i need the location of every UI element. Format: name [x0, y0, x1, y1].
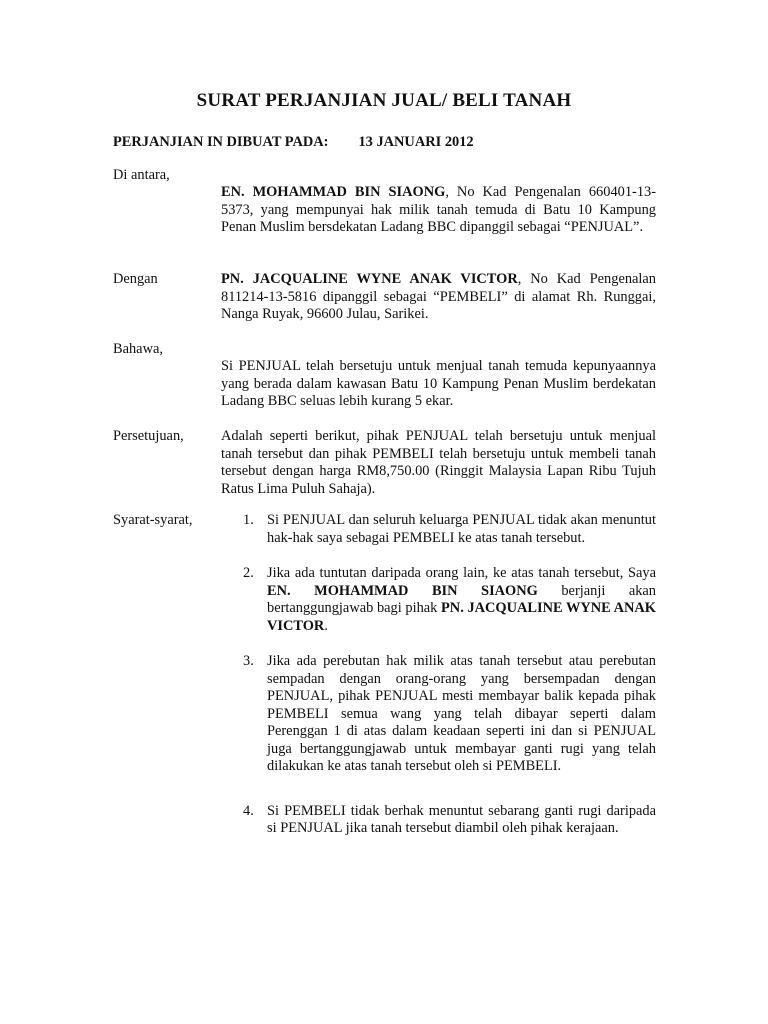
- label-bahawa: Bahawa,: [113, 341, 163, 357]
- clause-item: [221, 803, 656, 838]
- seller-name: EN. MOHAMMAD BIN SIAONG: [221, 184, 446, 200]
- clause-number: 3.: [243, 653, 254, 669]
- label-syarat-syarat: Syarat-syarat,: [113, 512, 193, 528]
- label-dengan: Dengan: [113, 271, 158, 287]
- clause-seller-name: EN. MOHAMMAD BIN SIAONG: [267, 582, 538, 599]
- seller-details: , No Kad Pengenalan 660401-13-5373, yang mempunyai hak milik tanah temuda di Batu 10 Kampung Penan Muslim bersdekatan Ladang BBC dipanggil sebagai “PENJUAL”.: [221, 184, 657, 235]
- clause-text: Jika ada perebutan hak milik atas tanah tersebut atau perebutan sempadan dengan orang-orang yang bersempadan dengan PENJUAL, pihak PENJUAL mesti membayar balik kepada pihak PEMBELI semua wang yang telah dibayar seperti dalam Perenggan 1 di atas dalam keadaan seperti ini dan si PENJUAL juga bertanggungjawab untuk membayar ganti rugi yang telah dilakukan ke atas tanah tersebut oleh si PEMBELI.: [267, 653, 656, 774]
- document-title: SURAT PERJANJIAN JUAL/ BELI TANAH: [196, 90, 572, 111]
- agreement-date-line: [113, 134, 474, 152]
- agreement-date-label: PERJANJIAN IN DIBUAT PADA:: [113, 134, 329, 150]
- clause-number: 2.: [243, 565, 254, 581]
- clause-text: Jika ada tuntutan daripada orang lain, ke atas tanah tersebut, Saya: [267, 565, 656, 581]
- persetujuan-paragraph: Adalah seperti berikut, pihak PENJUAL telah bersetuju untuk menjual tanah tersebut dan pihak PEMBELI telah bersetuju untuk membeli tanah tersebut dengan harga RM8,750.00 (Ringgit Malaysia Lapan Ribu Tujuh Ratus Lima Puluh Sahaja).: [221, 428, 656, 497]
- clause-text: berjanji akan bertanggungjawab bagi pihak: [267, 582, 657, 616]
- clause-number: 4.: [243, 802, 254, 819]
- clause-buyer-name: PN. JACQUALINE WYNE ANAK VICTOR: [267, 600, 656, 634]
- clause-number: 1.: [243, 512, 254, 528]
- buyer-name: PN. JACQUALINE WYNE ANAK VICTOR: [221, 271, 518, 287]
- buyer-details: , No Kad Pengenalan 811214-13-5816 dipanggil sebagai “PEMBELI” di alamat Rh. Runggai, Nanga Ruyak, 96600 Julau, Sarikei.: [221, 271, 656, 322]
- bahawa-paragraph: Si PENJUAL telah bersetuju untuk menjual tanah temuda kepunyaannya yang berada dalam kawasan Batu 10 Kampung Penan Muslim berdekatan Ladang BBC seluas lebih kurang 5 ekar.: [221, 358, 656, 409]
- clauses-list: [221, 512, 656, 838]
- agreement-date: 13 JANUARI 2012: [358, 134, 474, 150]
- seller-paragraph: [221, 184, 656, 237]
- label-persetujuan: Persetujuan,: [113, 428, 184, 444]
- clause-item: [221, 512, 656, 547]
- clause-item: [221, 653, 656, 776]
- clause-text: Si PENJUAL dan seluruh keluarga PENJUAL tidak akan menuntut hak-hak saya sebagai PEMBELI ke atas tanah tersebut.: [267, 512, 656, 546]
- clause-item: [221, 565, 656, 635]
- clause-text: Si PEMBELI tidak berhak menuntut sebarang ganti rugi daripada si PENJUAL jika tanah tersebut diambil oleh pihak kerajaan.: [267, 802, 656, 836]
- label-di-antara: Di antara,: [113, 167, 170, 183]
- clause-text: .: [324, 617, 328, 634]
- buyer-paragraph: [221, 271, 656, 324]
